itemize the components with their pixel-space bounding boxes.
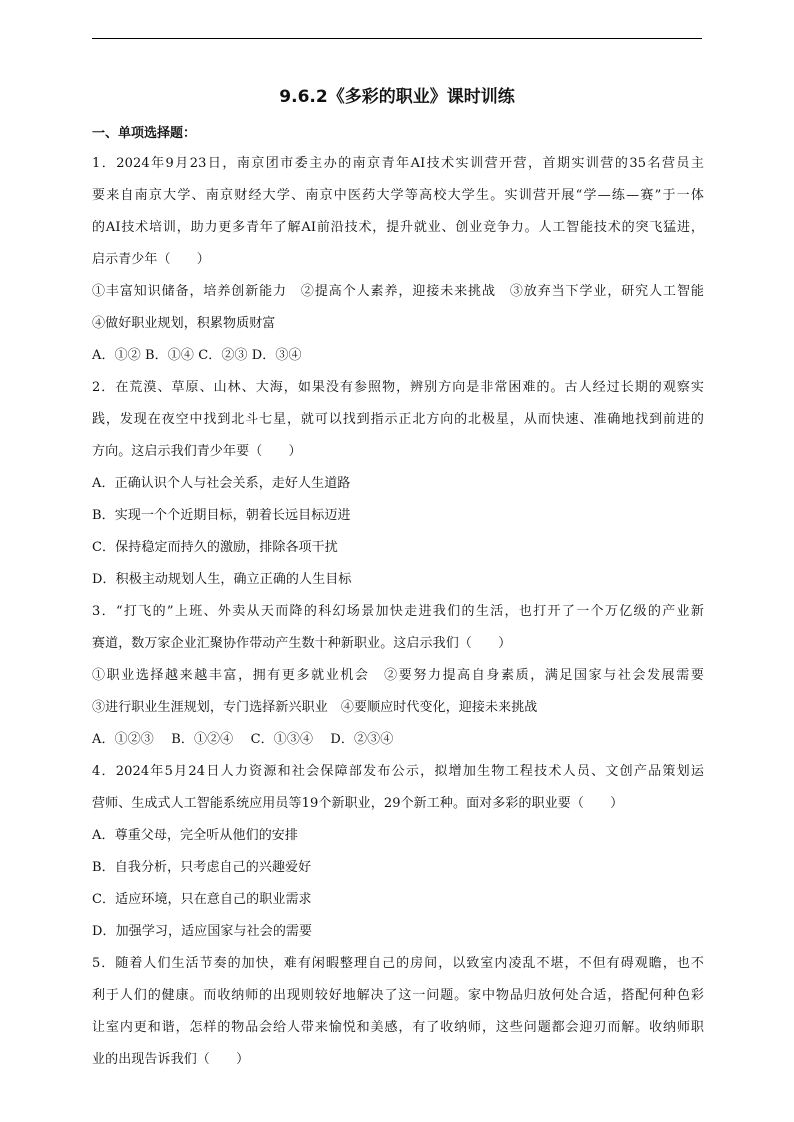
q4-stem-line: 营师、生成式人工智能系统应用员等19个新职业，29个新工种。面对多彩的职业要（ ） [92,796,624,811]
q3-stem-line: 3．“打飞的”上班、外卖从天而降的科幻场景加快走进我们的生活，也打开了一个万亿级的产业新 [92,604,704,619]
q3-statement-line: ①职业选择越来越丰富，拥有更多就业机会 ②要努力提高自身素质，满足国家与社会发展需要 [92,668,704,683]
q4-option-d: D．加强学习，适应国家与社会的需要 [92,924,313,939]
q1-stem-line: 启示青少年（ ） [92,252,210,267]
header-rule [92,38,702,39]
q2-option-c: C．保持稳定而持久的激励，排除各项干扰 [92,540,338,555]
q5-stem-line: 5．随着人们生活节奏的加快，难有闲暇整理自己的房间，以致室内凌乱不堪，不但有碍观瞻，也不 [92,956,704,971]
q1-stem-line: 1．2024年9月23日，南京团市委主办的南京青年AI技术实训营开营，首期实训营的35名营员主 [92,156,704,171]
q2-stem-line: 2．在荒漠、草原、山林、大海，如果没有参照物，辨别方向是非常困难的。古人经过长期的观察实 [92,380,704,395]
q2-option-a: A．正确认识个人与社会关系，走好人生道路 [92,476,351,491]
q1-stem-line: 要来自南京大学、南京财经大学、南京中医药大学等高校大学生。实训营开展“学—练—赛”于一体 [92,188,704,203]
q4-option-b: B．自我分析，只考虑自己的兴趣爱好 [92,860,312,875]
q5-stem-line: 让室内更和谐，怎样的物品会给人带来愉悦和美感，有了收纳师，这些问题都会迎刃而解。收纳师职 [92,1020,704,1035]
section-heading: 一、单项选择题： [92,126,197,141]
q4-option-a: A．尊重父母，完全听从他们的安排 [92,828,298,843]
q2-option-b: B．实现一个个近期目标，朝着长远目标迈进 [92,508,351,523]
q1-stem-line: 的AI技术培训，助力更多青年了解AI前沿技术，提升就业、创业竞争力。人工智能技术的突飞猛进， [92,220,704,235]
q2-option-d: D．积极主动规划人生，确立正确的人生目标 [92,572,352,587]
q1-statement-line: ①丰富知识储备，培养创新能力 ②提高个人素养，迎接未来挑战 ③放弃当下学业，研究人工智能 [92,284,704,299]
q5-stem-line: 利于人们的健康。而收纳师的出现则较好地解决了这一问题。家中物品归放何处合适，搭配何种色彩 [92,988,704,1003]
q2-stem-line: 方向。这启示我们青少年要（ ） [92,444,302,459]
q2-stem-line: 践，发现在夜空中找到北斗七星，就可以找到指示正北方向的北极星，从而快速、准确地找到前进的 [92,412,704,427]
page-title: 9.6.2《多彩的职业》课时训练 [279,87,515,107]
q5-stem-line: 业的出现告诉我们（ ） [92,1052,250,1067]
q3-options: A．①②③ B．①②④ C．①③④ D．②③④ [92,732,394,747]
q3-statement-line: ③进行职业生涯规划，专门选择新兴职业 ④要顺应时代变化，迎接未来挑战 [92,700,538,715]
q1-statement-line: ④做好职业规划，积累物质财富 [92,316,276,331]
q1-options: A．①② B．①④ C．②③ D．③④ [92,348,302,363]
q4-option-c: C．适应环境，只在意自己的职业需求 [92,892,312,907]
q3-stem-line: 赛道，数万家企业汇聚协作带动产生数十种新职业。这启示我们（ ） [92,636,512,651]
document-body [92,125,704,1083]
q4-stem-line: 4．2024年5月24日人力资源和社会保障部发布公示，拟增加生物工程技术人员、文创产品策划运 [92,764,704,779]
